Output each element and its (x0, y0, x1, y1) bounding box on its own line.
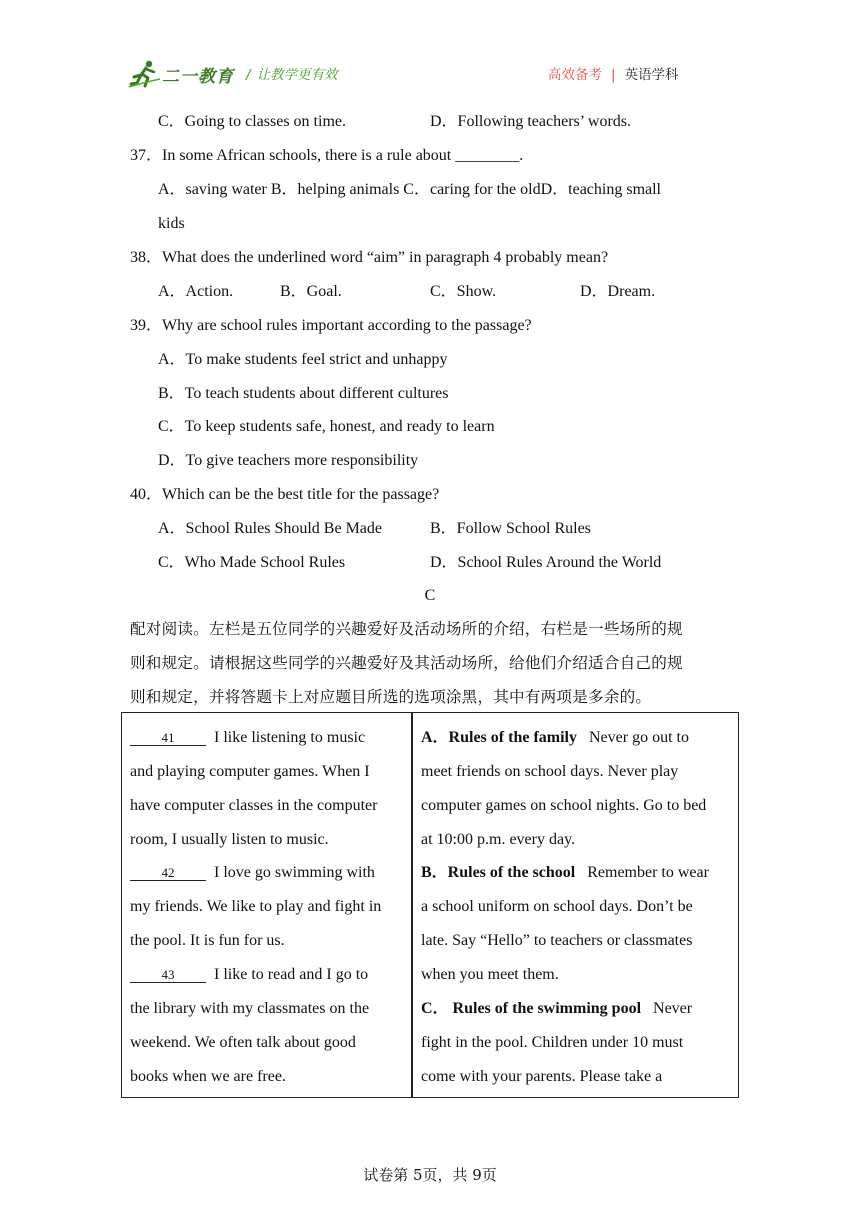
q42-answer-blank[interactable]: 42 (130, 865, 206, 881)
q43-line-1 (130, 965, 368, 985)
q38-option-c: C．Show. (430, 283, 497, 300)
q36-option-c: C．Going to classes on time. (158, 113, 346, 130)
q37-options: A．saving water B．helping animals C．caring for the oldD．teaching small (158, 181, 662, 198)
q43-answer-blank[interactable]: 43 (130, 967, 206, 983)
section-label: C (424, 587, 436, 604)
q40-option-c: C．Who Made School Rules (158, 554, 346, 571)
rule-b-line-1 (421, 863, 709, 883)
header-subject-name: 英语学科 (624, 67, 679, 83)
header-separator: | (611, 67, 616, 83)
rule-c-line-2: fight in the pool. Children under 10 must (421, 1034, 684, 1051)
q37-options-wrap: kids (158, 215, 185, 232)
page-header (128, 58, 738, 92)
q41-line-4: room, I usually listen to music. (130, 831, 329, 848)
q42-line-2: my friends. We like to play and fight in (130, 898, 382, 915)
rule-b-line-3: late. Say “Hello” to teachers or classmates (421, 932, 693, 949)
q39-option-b: B．To teach students about different cultures (158, 385, 449, 402)
q38-option-d: D．Dream. (580, 283, 656, 300)
q41-answer-blank[interactable]: 41 (130, 730, 206, 746)
rule-a-line-2: meet friends on school days. Never play (421, 763, 679, 780)
q37-stem: 37．In some African schools, there is a rule about ________. (130, 147, 524, 164)
page-footer: 试卷第 5页，共 9页 (363, 1166, 497, 1184)
rule-b-title: B．Rules of the school (421, 864, 576, 881)
q40-option-a: A．School Rules Should Be Made (158, 520, 382, 537)
rule-c-title: C． Rules of the swimming pool (421, 1000, 642, 1017)
q41-line-1 (130, 728, 365, 748)
rule-b-text: Remember to wear (587, 864, 709, 881)
q42-line-1 (130, 863, 375, 883)
rule-a-line-4: at 10:00 p.m. every day. (421, 831, 576, 848)
runner-logo-icon (128, 59, 162, 89)
instructions-line-3: 则和规定，并将答题卡上对应题目所选的选项涂黑，其中有两项是多余的。 (130, 688, 652, 706)
q40-stem: 40．Which can be the best title for the passage? (130, 486, 440, 503)
q39-option-c: C．To keep students safe, honest, and ready to learn (158, 418, 495, 435)
instructions-line-2: 则和规定。请根据这些同学的兴趣爱好及其活动场所，给他们介绍适合自己的规 (130, 654, 683, 672)
logo (128, 58, 234, 90)
q39-stem: 39．Why are school rules important according to the passage? (130, 317, 532, 334)
rule-a-title: A．Rules of the family (421, 729, 577, 746)
q42-line-3: the pool. It is fun for us. (130, 932, 285, 949)
q43-line-4: books when we are free. (130, 1068, 286, 1085)
header-subject (548, 63, 679, 83)
q38-option-b: B．Goal. (280, 283, 342, 300)
q39-option-a: A．To make students feel strict and unhappy (158, 351, 448, 368)
q42-text: I love go swimming with (214, 864, 375, 881)
q41-line-3: have computer classes in the computer (130, 797, 378, 814)
q41-line-2: and playing computer games. When I (130, 763, 370, 780)
rule-b-line-4: when you meet them. (421, 966, 559, 983)
header-tagline: 高效备考 (548, 67, 602, 83)
q43-line-3: weekend. We often talk about good (130, 1034, 356, 1051)
q38-option-a: A．Action. (158, 283, 234, 300)
rule-c-line-1 (421, 999, 692, 1019)
rule-c-text: Never (653, 1000, 693, 1017)
column-divider (411, 713, 413, 1097)
instructions-line-1: 配对阅读。左栏是五位同学的兴趣爱好及活动场所的介绍，右栏是一些场所的规 (130, 620, 683, 638)
rule-a-line-3: computer games on school nights. Go to bed (421, 797, 707, 814)
rule-a-text: Never go out to (589, 729, 689, 746)
matching-table (121, 712, 739, 1098)
q40-option-b: B．Follow School Rules (430, 520, 591, 537)
rule-b-line-2: a school uniform on school days. Don’t be (421, 898, 693, 915)
q39-option-d: D．To give teachers more responsibility (158, 452, 419, 469)
q38-stem: 38．What does the underlined word “aim” in paragraph 4 probably mean? (130, 249, 609, 266)
q43-line-2: the library with my classmates on the (130, 1000, 370, 1017)
q43-text: I like to read and I go to (214, 966, 369, 983)
slogan: / 让教学更有效 (246, 67, 338, 83)
q40-option-d: D．School Rules Around the World (430, 554, 662, 571)
q36-option-d: D．Following teachers’ words. (430, 113, 632, 130)
slogan-text: 让教学更有效 (256, 67, 338, 83)
rule-c-line-3: come with your parents. Please take a (421, 1068, 663, 1085)
logo-text: 二一教育 (162, 66, 234, 87)
q41-text: I like listening to music (214, 729, 366, 746)
rule-a-line-1 (421, 728, 689, 748)
